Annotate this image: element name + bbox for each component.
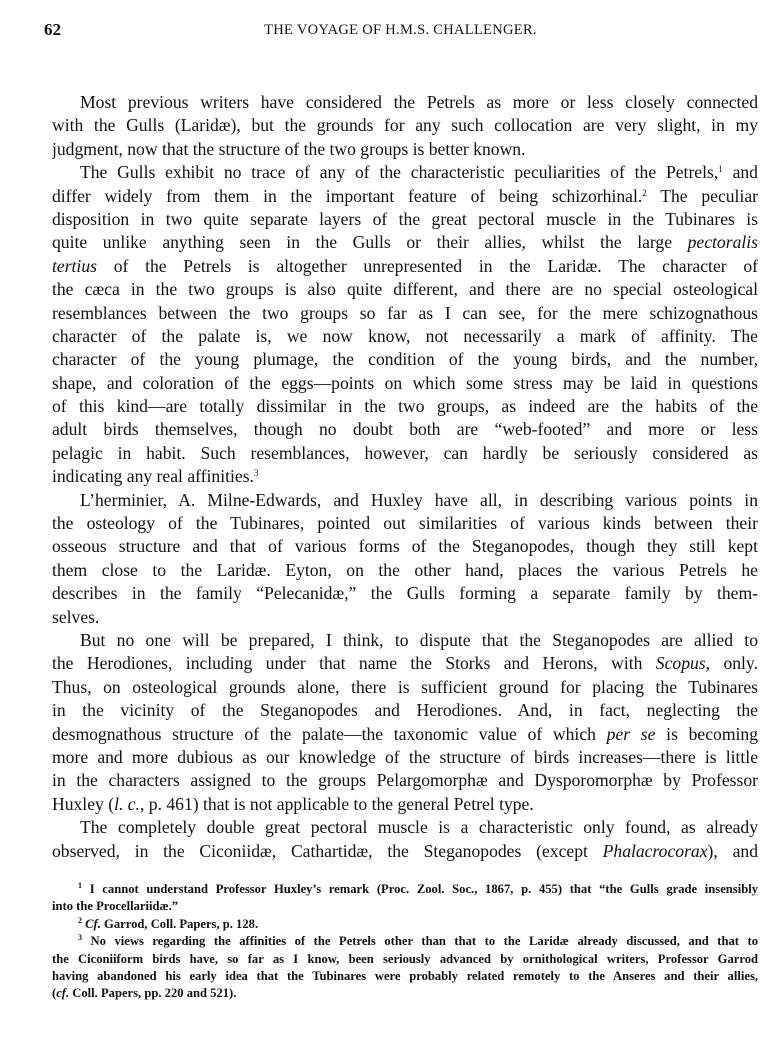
paragraph — [52, 91, 758, 161]
text-line — [52, 652, 758, 675]
italic-text: Cf. — [85, 916, 101, 931]
text: adult birds themselves, though no doubt both are “web-footed” and more or less — [52, 419, 758, 440]
footnote-marker[interactable]: 2 — [642, 187, 647, 198]
footnote-marker[interactable]: 1 — [78, 881, 82, 890]
text: in the characters assigned to the groups Pelargomorphæ and Dysporomorphæ by Professor — [52, 770, 758, 791]
text-line — [52, 395, 758, 418]
text-line — [52, 489, 758, 512]
text: , only. — [705, 653, 758, 674]
text-line — [52, 465, 758, 488]
italic-text: Scopus — [655, 653, 706, 674]
footnote — [52, 881, 758, 916]
text: of this kind—are totally dissimilar in the two groups, as indeed are the habits of the — [52, 396, 758, 417]
text: L’herminier, A. Milne-Edwards, and Huxley have all, in describing various points in — [80, 489, 758, 510]
text: into the Procellariidæ.” — [52, 899, 179, 914]
text: Garrod, Coll. Papers, p. 128. — [100, 916, 259, 931]
footnotes — [52, 881, 758, 1003]
text-line — [52, 325, 758, 348]
text: But no one will be prepared, I think, to dispute that the Steganopodes are allied to — [80, 629, 758, 650]
text: Thus, on osteological grounds alone, there is sufficient ground for placing the Tubinares — [52, 676, 758, 697]
italic-text: tertius — [52, 255, 97, 276]
text-line — [52, 138, 758, 161]
text-line — [52, 985, 758, 1002]
text: having abandoned his early idea that the Tubinares were probably related remotely to the Anseres and their allies, — [52, 968, 758, 983]
paragraph — [52, 489, 758, 629]
text-line — [52, 968, 758, 985]
text: Huxley ( — [52, 793, 115, 814]
text: The peculiar — [646, 185, 758, 206]
text: indicating any real affinities. — [52, 466, 254, 487]
paragraph — [52, 161, 758, 488]
text: Most previous writers have considered the Petrels as more or less closely connected — [80, 92, 758, 112]
text: observed, in the Ciconiidæ, Cathartidæ, the Steganopodes (except — [52, 840, 603, 861]
text-line — [52, 91, 758, 114]
text-line — [52, 881, 758, 898]
text: character of the palate is, we now know, not necessarily a mark of affinity. The — [52, 325, 758, 346]
italic-text: l. c. — [114, 793, 140, 814]
text-line — [52, 278, 758, 301]
italic-text: pectoralis — [687, 232, 758, 253]
text: of the Petrels is altogether unrepresented in the Laridæ. The character of — [96, 255, 758, 276]
text-line — [52, 951, 758, 968]
text: Coll. Papers, pp. 220 and 521). — [69, 986, 237, 1001]
text: ( — [52, 986, 57, 1001]
text-line — [52, 348, 758, 371]
text-line — [52, 231, 758, 254]
text: describes in the family “Pelecanidæ,” the Gulls forming a separate family by them- — [52, 583, 758, 604]
text: more and more dubious as our knowledge of the structure of birds increases—there is little — [52, 746, 758, 767]
text: I cannot understand Professor Huxley’s remark (Proc. Zool. Soc., 1867, p. 455) that “the Gulls grade insensibly — [82, 882, 758, 896]
text-line — [52, 302, 758, 325]
footnote — [52, 933, 758, 1003]
text: The completely double great pectoral muscle is a characteristic only found, as already — [80, 817, 758, 838]
text: desmognathous structure of the palate—the taxonomic value of which — [52, 723, 607, 744]
text: disposition in two quite separate layers of the great pectoral muscle in the Tubinares is — [52, 208, 758, 229]
text: differ widely from them in the important feature of being schizorhinal. — [52, 185, 643, 206]
footnote-marker[interactable]: 2 — [78, 915, 82, 925]
text: the Herodiones, including under that name the Storks and Herons, with — [52, 653, 656, 674]
text-line — [52, 898, 758, 915]
text: quite unlike anything seen in the Gulls or their allies, whilst the large — [52, 232, 688, 253]
text: ), and — [707, 840, 758, 861]
text-line — [52, 746, 758, 769]
text: and — [722, 162, 758, 183]
text-line — [52, 793, 758, 816]
page-number: 62 — [44, 20, 61, 39]
text-line — [52, 559, 758, 582]
text: pelagic in habit. Such resemblances, however, can hardly be seriously considered as — [52, 442, 758, 463]
text-line — [52, 185, 758, 208]
text: osseous structure and that of various forms of the Steganopodes, though they still kept — [52, 536, 758, 557]
text-line — [52, 916, 758, 933]
text-line — [52, 676, 758, 699]
footnote-marker[interactable]: 1 — [718, 164, 723, 175]
text-line — [52, 723, 758, 746]
text: , p. 461) that is not applicable to the general Petrel type. — [139, 793, 534, 814]
text-line — [52, 606, 758, 629]
text: with the Gulls (Laridæ), but the grounds for any such collocation are very slight, in my — [52, 115, 758, 136]
text: shape, and coloration of the eggs—points on which some stress may be laid in questions — [52, 372, 758, 393]
paragraph — [52, 629, 758, 816]
text-line — [52, 535, 758, 558]
text: is becoming — [655, 723, 758, 744]
text: selves. — [52, 606, 100, 627]
text-line — [52, 114, 758, 137]
footnote-marker[interactable]: 3 — [78, 933, 82, 943]
text-line — [52, 582, 758, 605]
text: the Ciconiiform birds have, so far as I know, been seriously advanced by ornithological writers, Professor Garrod — [52, 951, 758, 966]
text: character of the young plumage, the condition of the young birds, and the number, — [52, 349, 758, 370]
text: No views regarding the affinities of the Petrels other than that to the Laridæ already discussed, and that to — [82, 934, 758, 949]
footnote-marker[interactable]: 3 — [253, 468, 259, 479]
text-line — [52, 161, 758, 184]
italic-text: cf. — [56, 986, 70, 1001]
text-line — [52, 442, 758, 465]
text-line — [52, 816, 758, 839]
text-line — [52, 769, 758, 792]
paragraph — [52, 816, 758, 863]
italic-text: per se — [606, 723, 656, 744]
text-line — [52, 933, 758, 950]
text-line — [52, 699, 758, 722]
text: the osteology of the Tubinares, pointed out similarities of various kinds between their — [52, 513, 758, 534]
running-title: THE VOYAGE OF H.M.S. CHALLENGER. — [264, 22, 537, 38]
text-line — [52, 512, 758, 535]
body-text — [52, 91, 758, 863]
text: in the vicinity of the Steganopodes and Herodiones. And, in fact, neglecting the — [52, 700, 758, 721]
text: them close to the Laridæ. Eyton, on the other hand, places the various Petrels he — [52, 559, 758, 580]
text-line — [52, 629, 758, 652]
footnote — [52, 916, 758, 933]
text-line — [52, 840, 758, 863]
italic-text: Phalacrocorax — [602, 840, 708, 861]
text: the cæca in the two groups is also quite different, and there are no special osteological — [52, 279, 758, 300]
text-line — [52, 418, 758, 441]
text-line — [52, 208, 758, 231]
text-line — [52, 372, 758, 395]
text: The Gulls exhibit no trace of any of the characteristic peculiarities of the Petrels, — [80, 162, 719, 183]
text: judgment, now that the structure of the two groups is better known. — [52, 138, 526, 159]
text: resemblances between the two groups so far as I can see, for the mere schizognathous — [52, 302, 758, 323]
running-header — [44, 20, 757, 42]
text-line — [52, 255, 758, 278]
